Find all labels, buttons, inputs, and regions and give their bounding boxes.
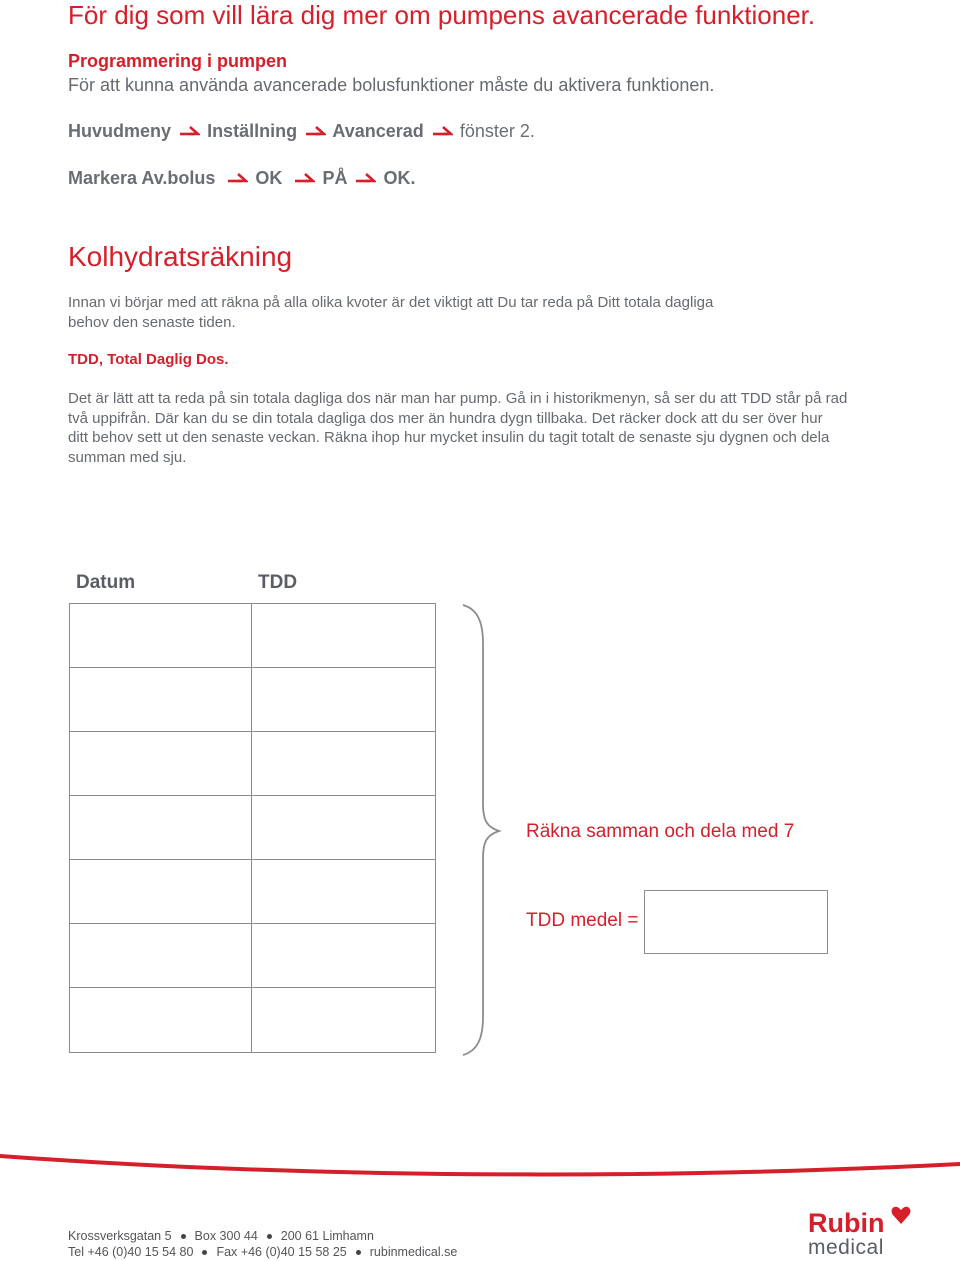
tdd-cell-6[interactable] <box>251 923 436 988</box>
text-line: två uppifrån. Där kan du se din totala dagliga dos mer än hundra dygn tillbaka. Det räcker dock att du ser över hur <box>68 409 823 427</box>
arrow-right-icon <box>222 172 248 186</box>
bullet-icon <box>356 1250 361 1255</box>
heart-icon <box>890 1204 912 1226</box>
footer-contact <box>68 1245 457 1259</box>
path-step: OK. <box>383 168 416 188</box>
carb-intro <box>68 293 713 332</box>
page-title: För dig som vill lära dig mer om pumpens avancerade funktioner. <box>68 0 816 30</box>
programming-heading: Programmering i pumpen <box>68 51 288 71</box>
date-cell-4[interactable] <box>69 795 252 860</box>
sum-instruction: Räkna samman och dela med 7 <box>526 821 795 842</box>
arrow-right-icon <box>354 172 376 186</box>
arrow-right-icon <box>178 125 200 139</box>
tdd-cell-4[interactable] <box>251 795 436 860</box>
curly-brace <box>455 603 525 1058</box>
carb-heading: Kolhydratsräkning <box>68 241 293 272</box>
menu-path-1 <box>68 121 535 142</box>
arrow-right-icon <box>431 125 453 139</box>
address-city: 200 61 Limhamn <box>280 1229 374 1243</box>
bullet-icon <box>181 1234 186 1239</box>
logo-medical-text: medical <box>808 1236 884 1259</box>
date-cell-7[interactable] <box>69 987 252 1053</box>
path-step: Inställning <box>207 121 298 141</box>
contact-phone: Tel +46 (0)40 15 54 80 <box>68 1245 194 1259</box>
text-line: ditt behov sett ut den senaste veckan. Räkna ihop hur mycket insulin du tagit totalt de senaste sju dygnen och dela <box>68 429 830 447</box>
address-box: Box 300 44 <box>194 1229 258 1243</box>
arrow-right-icon <box>304 125 326 139</box>
tdd-heading: TDD, Total Daglig Dos. <box>68 351 229 368</box>
bullet-icon <box>267 1234 272 1239</box>
tdd-average-field[interactable] <box>644 890 828 954</box>
path-step: PÅ <box>322 168 348 188</box>
address-street: Krossverksgatan 5 <box>68 1229 172 1243</box>
path-step: Markera Av.bolus <box>68 168 216 188</box>
tdd-cell-3[interactable] <box>251 731 436 796</box>
tdd-cell-5[interactable] <box>251 859 436 924</box>
tdd-cell-1[interactable] <box>251 603 436 668</box>
text-line: Det är lätt att ta reda på sin totala dagliga dos när man har pump. Gå in i historikmenyn, så ser du att TDD står på rad <box>68 390 848 407</box>
rubin-medical-logo <box>808 1204 918 1260</box>
column-header-tdd: TDD <box>258 572 298 593</box>
column-header-date: Datum <box>76 572 136 593</box>
footer-address <box>68 1229 374 1243</box>
logo-rubin-text: Rubin <box>808 1208 885 1238</box>
contact-website[interactable]: rubinmedical.se <box>369 1245 458 1259</box>
path-step: fönster 2. <box>459 121 535 141</box>
date-cell-3[interactable] <box>69 731 252 796</box>
path-step: OK <box>255 168 283 188</box>
menu-path-2 <box>68 168 416 189</box>
tdd-cell-7[interactable] <box>251 987 436 1053</box>
tdd-average-label: TDD medel = <box>526 910 639 931</box>
bullet-icon <box>202 1250 207 1255</box>
arrow-right-icon <box>289 172 315 186</box>
text-line: Innan vi börjar med att räkna på alla olika kvoter är det viktigt att Du tar reda på Ditt totala dagliga <box>68 294 714 311</box>
path-step: Huvudmeny <box>68 121 172 141</box>
text-line: summan med sju. <box>68 448 187 466</box>
programming-text: För att kunna använda avancerade bolusfunktioner måste du aktivera funktionen. <box>68 75 715 95</box>
footer-swoosh <box>0 1148 960 1188</box>
date-cell-5[interactable] <box>69 859 252 924</box>
path-step: Avancerad <box>332 121 424 141</box>
tdd-cell-2[interactable] <box>251 667 436 732</box>
date-cell-1[interactable] <box>69 603 252 668</box>
contact-fax: Fax +46 (0)40 15 58 25 <box>216 1245 347 1259</box>
tdd-body <box>68 389 847 467</box>
date-cell-2[interactable] <box>69 667 252 732</box>
date-cell-6[interactable] <box>69 923 252 988</box>
text-line: behov den senaste tiden. <box>68 313 236 331</box>
